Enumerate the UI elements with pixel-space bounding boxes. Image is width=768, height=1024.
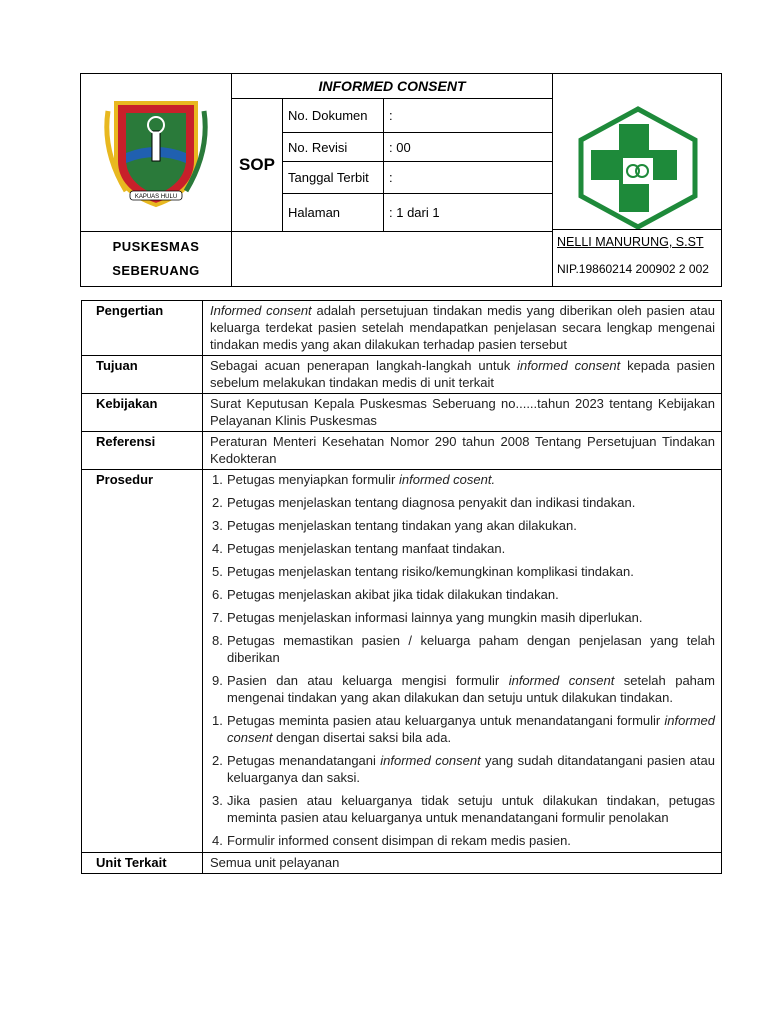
step-number: 4. — [212, 541, 223, 556]
meta-label-dokumen: No. Dokumen — [283, 99, 384, 133]
label-unit-terkait: Unit Terkait — [82, 853, 203, 874]
document-header — [80, 73, 553, 287]
regency-logo-cell — [81, 74, 232, 232]
meta-value-halaman: : 1 dari 1 — [384, 194, 553, 232]
step-text-tail: dengan disertai saksi bila ada. — [272, 730, 452, 745]
step-text-tail: yang sudah ditandatangani pasien atau keluarganya dan saksi. — [227, 753, 715, 785]
tujuan-part1: Sebagai acuan penerapan langkah-langkah untuk — [210, 358, 518, 373]
pengertian-body: adalah persetujuan tindakan medis yang diberikan oleh pasien atau keluarga terdekat pasien setelah mendapatkan penjelasan secara lengkap mengenai tindakan medis yang akan dilakukan terhadap pasien tersebut — [210, 303, 715, 352]
step-number: 7. — [212, 610, 223, 625]
step-text: Petugas menjelaskan tentang risiko/kemungkinan komplikasi tindakan. — [227, 564, 634, 579]
text-kebijakan: Surat Keputusan Kepala Puskesmas Seberuang no......tahun 2023 tentang Kebijakan Pelayanan Klinis Puskesmas — [203, 394, 722, 432]
step-text: Petugas meminta pasien atau keluarganya untuk menandatangani formulir — [227, 713, 665, 728]
seal-motto-text: KAPUAS HULU — [134, 194, 178, 200]
step-text: Petugas memastikan pasien / keluarga paham dengan penjelasan yang telah diberikan — [227, 633, 715, 665]
step-number: 5. — [212, 564, 223, 579]
label-referensi: Referensi — [82, 432, 203, 470]
text-tujuan — [203, 356, 722, 394]
step-text: Petugas menjelaskan tentang diagnosa penyakit dan indikasi tindakan. — [227, 495, 636, 510]
row-tujuan — [82, 356, 722, 394]
sop-label: SOP — [232, 99, 283, 232]
signer-divider — [553, 229, 721, 230]
step-emphasis: informed cosent. — [398, 472, 496, 487]
step-emphasis: informed consent — [380, 753, 481, 768]
step-number: 9. — [212, 673, 223, 688]
step-number: 2. — [212, 753, 223, 768]
row-referensi — [82, 432, 722, 470]
step-text: Petugas menjelaskan informasi lainnya yang mungkin masih diperlukan. — [227, 610, 643, 625]
puskesmas-line2: SEBERUANG — [112, 263, 200, 278]
document-title: INFORMED CONSENT — [232, 74, 553, 99]
puskesmas-line1: PUSKESMAS — [112, 239, 200, 254]
row-pengertian — [82, 301, 722, 356]
procedure-step — [210, 494, 715, 511]
procedure-step — [210, 672, 715, 706]
step-text: Petugas menjelaskan tentang manfaat tindakan. — [227, 541, 506, 556]
signer-name: NELLI MANURUNG, S.ST — [557, 235, 704, 249]
regency-seal-icon — [96, 91, 216, 211]
step-text-tail: setelah paham mengenai tindakan yang akan dilakukan dan setuju untuk dilakukan tindakan. — [227, 673, 715, 705]
step-emphasis: informed consent — [508, 673, 615, 688]
procedure-step — [210, 563, 715, 580]
puskesmas-cross-logo-icon — [573, 106, 703, 230]
row-kebijakan — [82, 394, 722, 432]
meta-value-terbit: : — [384, 162, 553, 194]
step-number: 6. — [212, 587, 223, 602]
step-text: Pasien dan atau keluarga mengisi formulir — [227, 673, 509, 688]
procedure-steps — [210, 471, 715, 849]
meta-label-terbit: Tanggal Terbit — [283, 162, 384, 194]
procedure-step — [210, 632, 715, 666]
tujuan-em: informed consent — [517, 358, 621, 373]
meta-value-dokumen: : — [384, 99, 553, 133]
step-number: 3. — [212, 793, 223, 808]
procedure-step — [210, 752, 715, 786]
step-text: Petugas menandatangani — [227, 753, 381, 768]
step-number: 8. — [212, 633, 223, 648]
text-prosedur — [203, 470, 722, 853]
label-kebijakan: Kebijakan — [82, 394, 203, 432]
puskesmas-name — [81, 232, 232, 287]
step-number: 4. — [212, 833, 223, 848]
procedure-step — [210, 471, 715, 488]
text-pengertian — [203, 301, 722, 356]
tujuan-part2: kepada pasien sebelum melakukan tindakan medis di unit terkait — [210, 358, 715, 390]
step-number: 3. — [212, 518, 223, 533]
procedure-step — [210, 517, 715, 534]
text-referensi: Peraturan Menteri Kesehatan Nomor 290 tahun 2008 Tentang Persetujuan Tindakan Kedokteran — [203, 432, 722, 470]
procedure-step — [210, 609, 715, 626]
row-unit-terkait — [82, 853, 722, 874]
step-text: Petugas menyiapkan formulir — [227, 472, 399, 487]
signer-nip: NIP.19860214 200902 2 002 — [557, 262, 709, 276]
label-pengertian: Pengertian — [82, 301, 203, 356]
step-number: 1. — [212, 472, 223, 487]
step-text: Jika pasien atau keluarganya tidak setuju untuk dilakukan tindakan, petugas meminta pasien atau keluarganya untuk menandatangani formulir penolakan — [227, 793, 715, 825]
blank-signature-area — [232, 232, 553, 287]
meta-label-revisi: No. Revisi — [283, 133, 384, 162]
step-text: Petugas menjelaskan akibat jika tidak dilakukan tindakan. — [227, 587, 559, 602]
label-tujuan: Tujuan — [82, 356, 203, 394]
procedure-step — [210, 586, 715, 603]
procedure-step — [210, 712, 715, 746]
step-text: Petugas menjelaskan tentang tindakan yang akan dilakukan. — [227, 518, 577, 533]
row-prosedur — [82, 470, 722, 853]
procedure-step — [210, 792, 715, 826]
procedure-step — [210, 540, 715, 557]
step-emphasis: informed consent — [227, 713, 715, 745]
text-unit-terkait: Semua unit pelayanan — [203, 853, 722, 874]
label-prosedur: Prosedur — [82, 470, 203, 853]
meta-label-halaman: Halaman — [283, 194, 384, 232]
signer-panel — [553, 73, 722, 287]
sop-content-table — [81, 300, 722, 874]
step-number: 2. — [212, 495, 223, 510]
meta-value-revisi: : 00 — [384, 133, 553, 162]
pengertian-em: Informed consent — [210, 303, 312, 318]
step-text: Formulir informed consent disimpan di rekam medis pasien. — [227, 833, 571, 848]
step-number: 1. — [212, 713, 223, 728]
procedure-step — [210, 832, 715, 849]
